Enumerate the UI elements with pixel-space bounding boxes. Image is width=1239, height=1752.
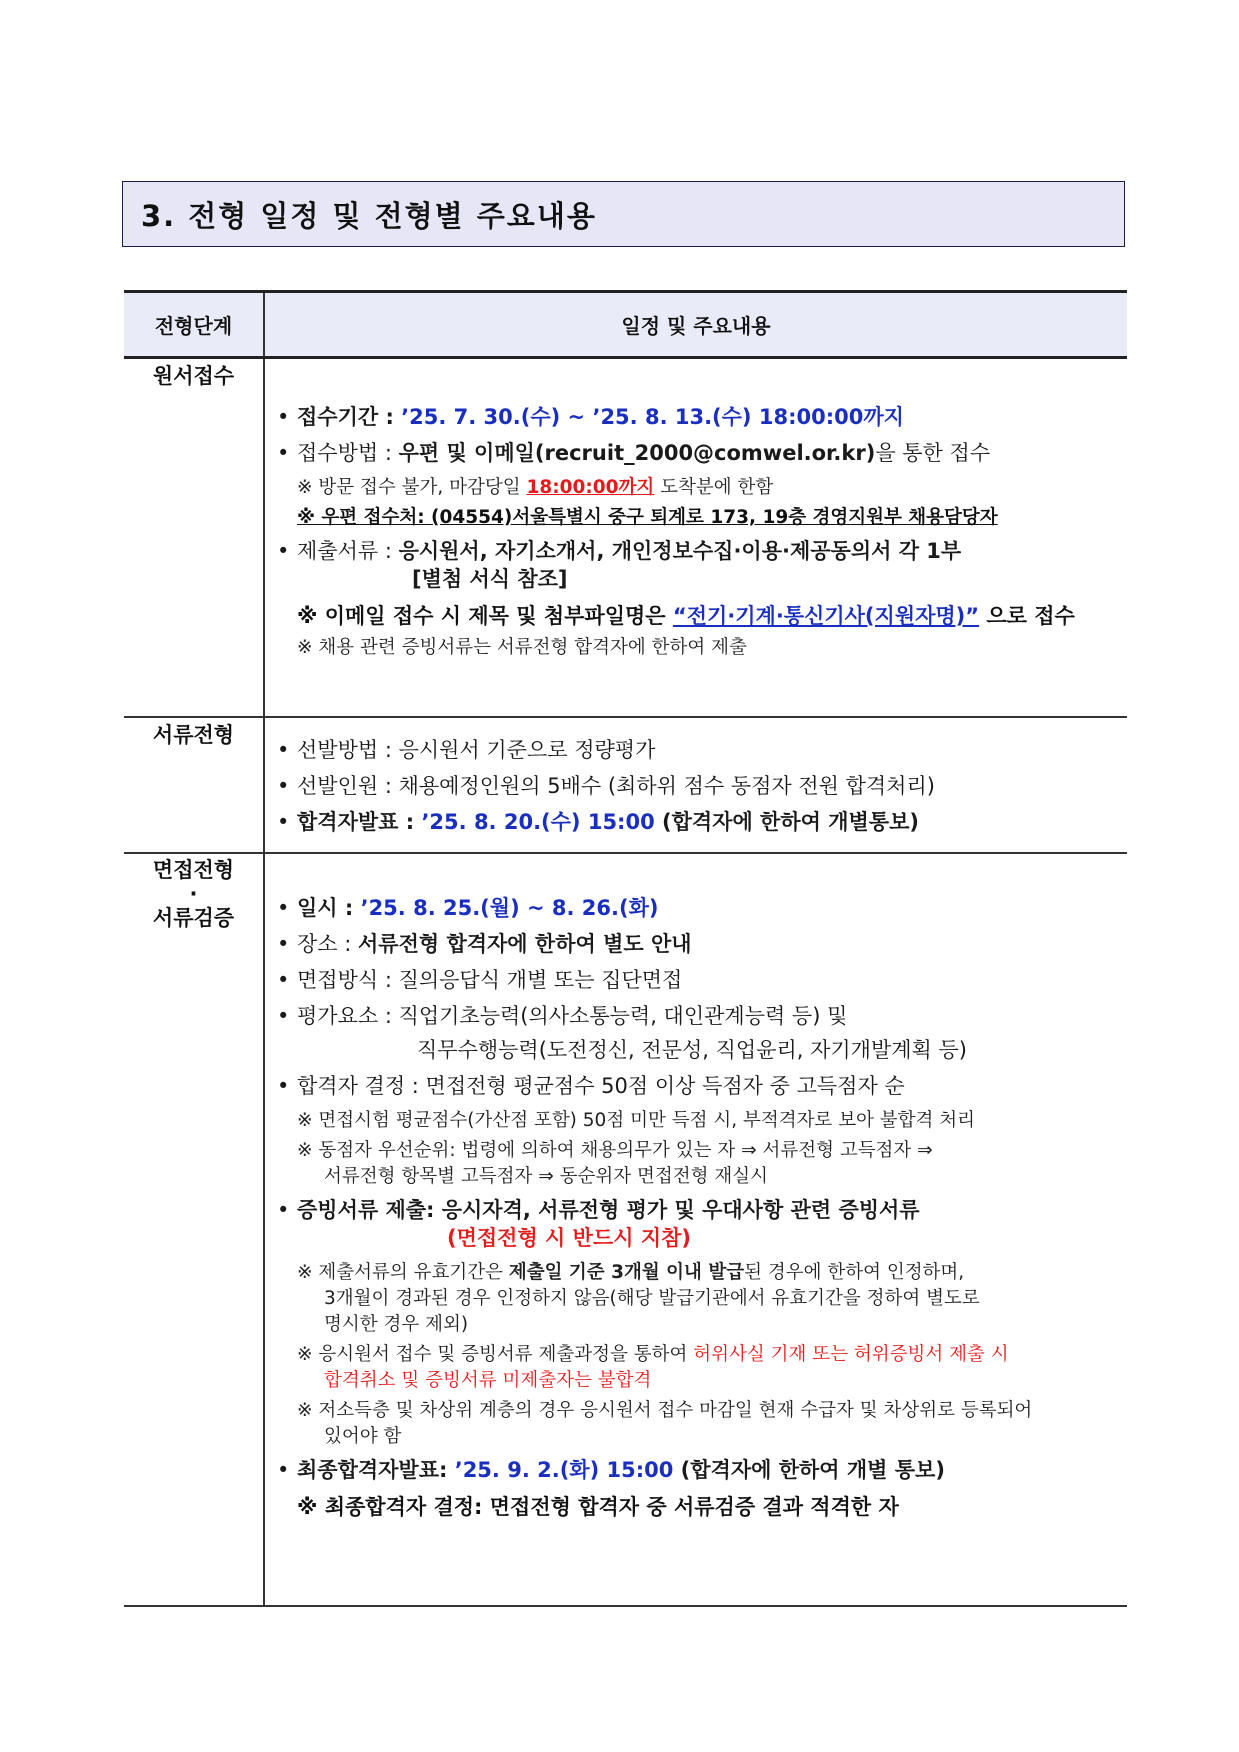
stage-interview: 면접전형 · 서류검증	[124, 853, 264, 1606]
bullet-selection-method: • 선발방법 : 응시원서 기준으로 정량평가	[277, 736, 1127, 764]
bullet-period: • 접수기간 : ’25. 7. 30.(수) ~ ’25. 8. 13.(수) 18:00:00까지	[277, 403, 1127, 431]
application-period: ’25. 7. 30.(수) ~ ’25. 8. 13.(수) 18:00:00까지	[401, 405, 904, 429]
content-interview	[264, 853, 1127, 1606]
header-content: 일정 및 주요내용	[264, 292, 1127, 358]
bullet-evaluation: • 평가요소 : 직업기초능력(의사소통능력, 대인관계능력 등) 및 직무수행능력(도전정신, 전문성, 직업윤리, 자기개발계획 등)	[277, 1002, 1127, 1064]
note-evidence-docs: ※ 채용 관련 증빙서류는 서류전형 합격자에 한하여 제출	[297, 637, 747, 658]
table-header-row	[124, 292, 1127, 358]
bullet-method: • 접수방법 : 우편 및 이메일(recruit_2000@comwel.or.kr)을 통한 접수	[277, 439, 1127, 467]
content-document-screening	[264, 717, 1127, 853]
content-application	[264, 358, 1127, 717]
method-email: 우편 및 이메일(recruit_2000@comwel.or.kr)	[398, 441, 876, 465]
bullet-interview-place: • 장소 : 서류전형 합격자에 한하여 별도 안내	[277, 930, 1127, 958]
table-row-application	[124, 358, 1127, 717]
note-postal-address: ※ 우편 접수처: (04554)서울특별시 중구 퇴계로 173, 19층 경영지원부 채용담당자	[297, 507, 998, 528]
note-no-visit: ※ 방문 접수 불가, 마감당일 18:00:00까지 도착분에 한함	[297, 477, 774, 498]
bullet-final-announcement: • 최종합격자발표: ’25. 9. 2.(화) 15:00 (합격자에 한하여 개별 통보)	[277, 1456, 1127, 1484]
note-validity-period: ※ 제출서류의 유효기간은 제출일 기준 3개월 이내 발급된 경우에 한하여 인정하며, 3개월이 경과된 경우 인정하지 않음(해당 발급기관에서 유효기간을 정하여 별도로 명시한 경우 제외)	[297, 1261, 980, 1335]
bullet-pass-decision: • 합격자 결정 : 면접전형 평균점수 50점 이상 득점자 중 고득점자 순	[277, 1072, 1127, 1100]
bullet-documents: • 제출서류 : 응시원서, 자기소개서, 개인정보수집·이용·제공동의서 각 1부 [별첨 서식 참조]	[277, 537, 1127, 593]
bullet-selection-count: • 선발인원 : 채용예정인원의 5배수 (최하위 점수 동점자 전원 합격처리)	[277, 772, 1127, 800]
schedule-table	[124, 290, 1127, 1607]
stage-application: 원서접수	[124, 358, 264, 717]
stage-document-screening: 서류전형	[124, 717, 264, 853]
section-title: 3. 전형 일정 및 전형별 주요내용	[122, 181, 1125, 247]
table-row-interview	[124, 853, 1127, 1606]
header-stage: 전형단계	[124, 292, 264, 358]
note-email-subject: ※ 이메일 접수 시 제목 및 첨부파일명은 “전기·기계·통신기사(지원자명)” 으로 접수	[297, 604, 1075, 628]
note-tie-priority: ※ 동점자 우선순위: 법령에 의하여 채용의무가 있는 자 ⇒ 서류전형 고득점자 ⇒ 서류전형 항목별 고득점자 ⇒ 동순위자 면접전형 재실시	[297, 1139, 933, 1187]
note-final-decision: ※ 최종합격자 결정: 면접전형 합격자 중 서류검증 결과 적격한 자	[297, 1494, 899, 1519]
table-row-document-screening	[124, 717, 1127, 853]
bullet-interview-method: • 면접방식 : 질의응답식 개별 또는 집단면접	[277, 966, 1127, 994]
bullet-announcement: • 합격자발표 : ’25. 8. 20.(수) 15:00 (합격자에 한하여 개별통보)	[277, 808, 1127, 836]
bullet-interview-date: • 일시 : ’25. 8. 25.(월) ~ 8. 26.(화)	[277, 894, 1127, 922]
note-score-threshold: ※ 면접시험 평균점수(가산점 포함) 50점 미만 득점 시, 부적격자로 보아 불합격 처리	[297, 1109, 976, 1131]
note-false-statement: ※ 응시원서 접수 및 증빙서류 제출과정을 통하여 허위사실 기재 또는 허위증빙서 제출 시 합격취소 및 증빙서류 미제출자는 불합격	[297, 1343, 1009, 1391]
note-low-income: ※ 저소득층 및 차상위 계층의 경우 응시원서 접수 마감일 현재 수급자 및 차상위로 등록되어 있어야 함	[297, 1399, 1033, 1447]
bullet-evidence-submission: • 증빙서류 제출: 응시자격, 서류전형 평가 및 우대사항 관련 증빙서류 (면접전형 시 반드시 지참)	[277, 1196, 1127, 1252]
